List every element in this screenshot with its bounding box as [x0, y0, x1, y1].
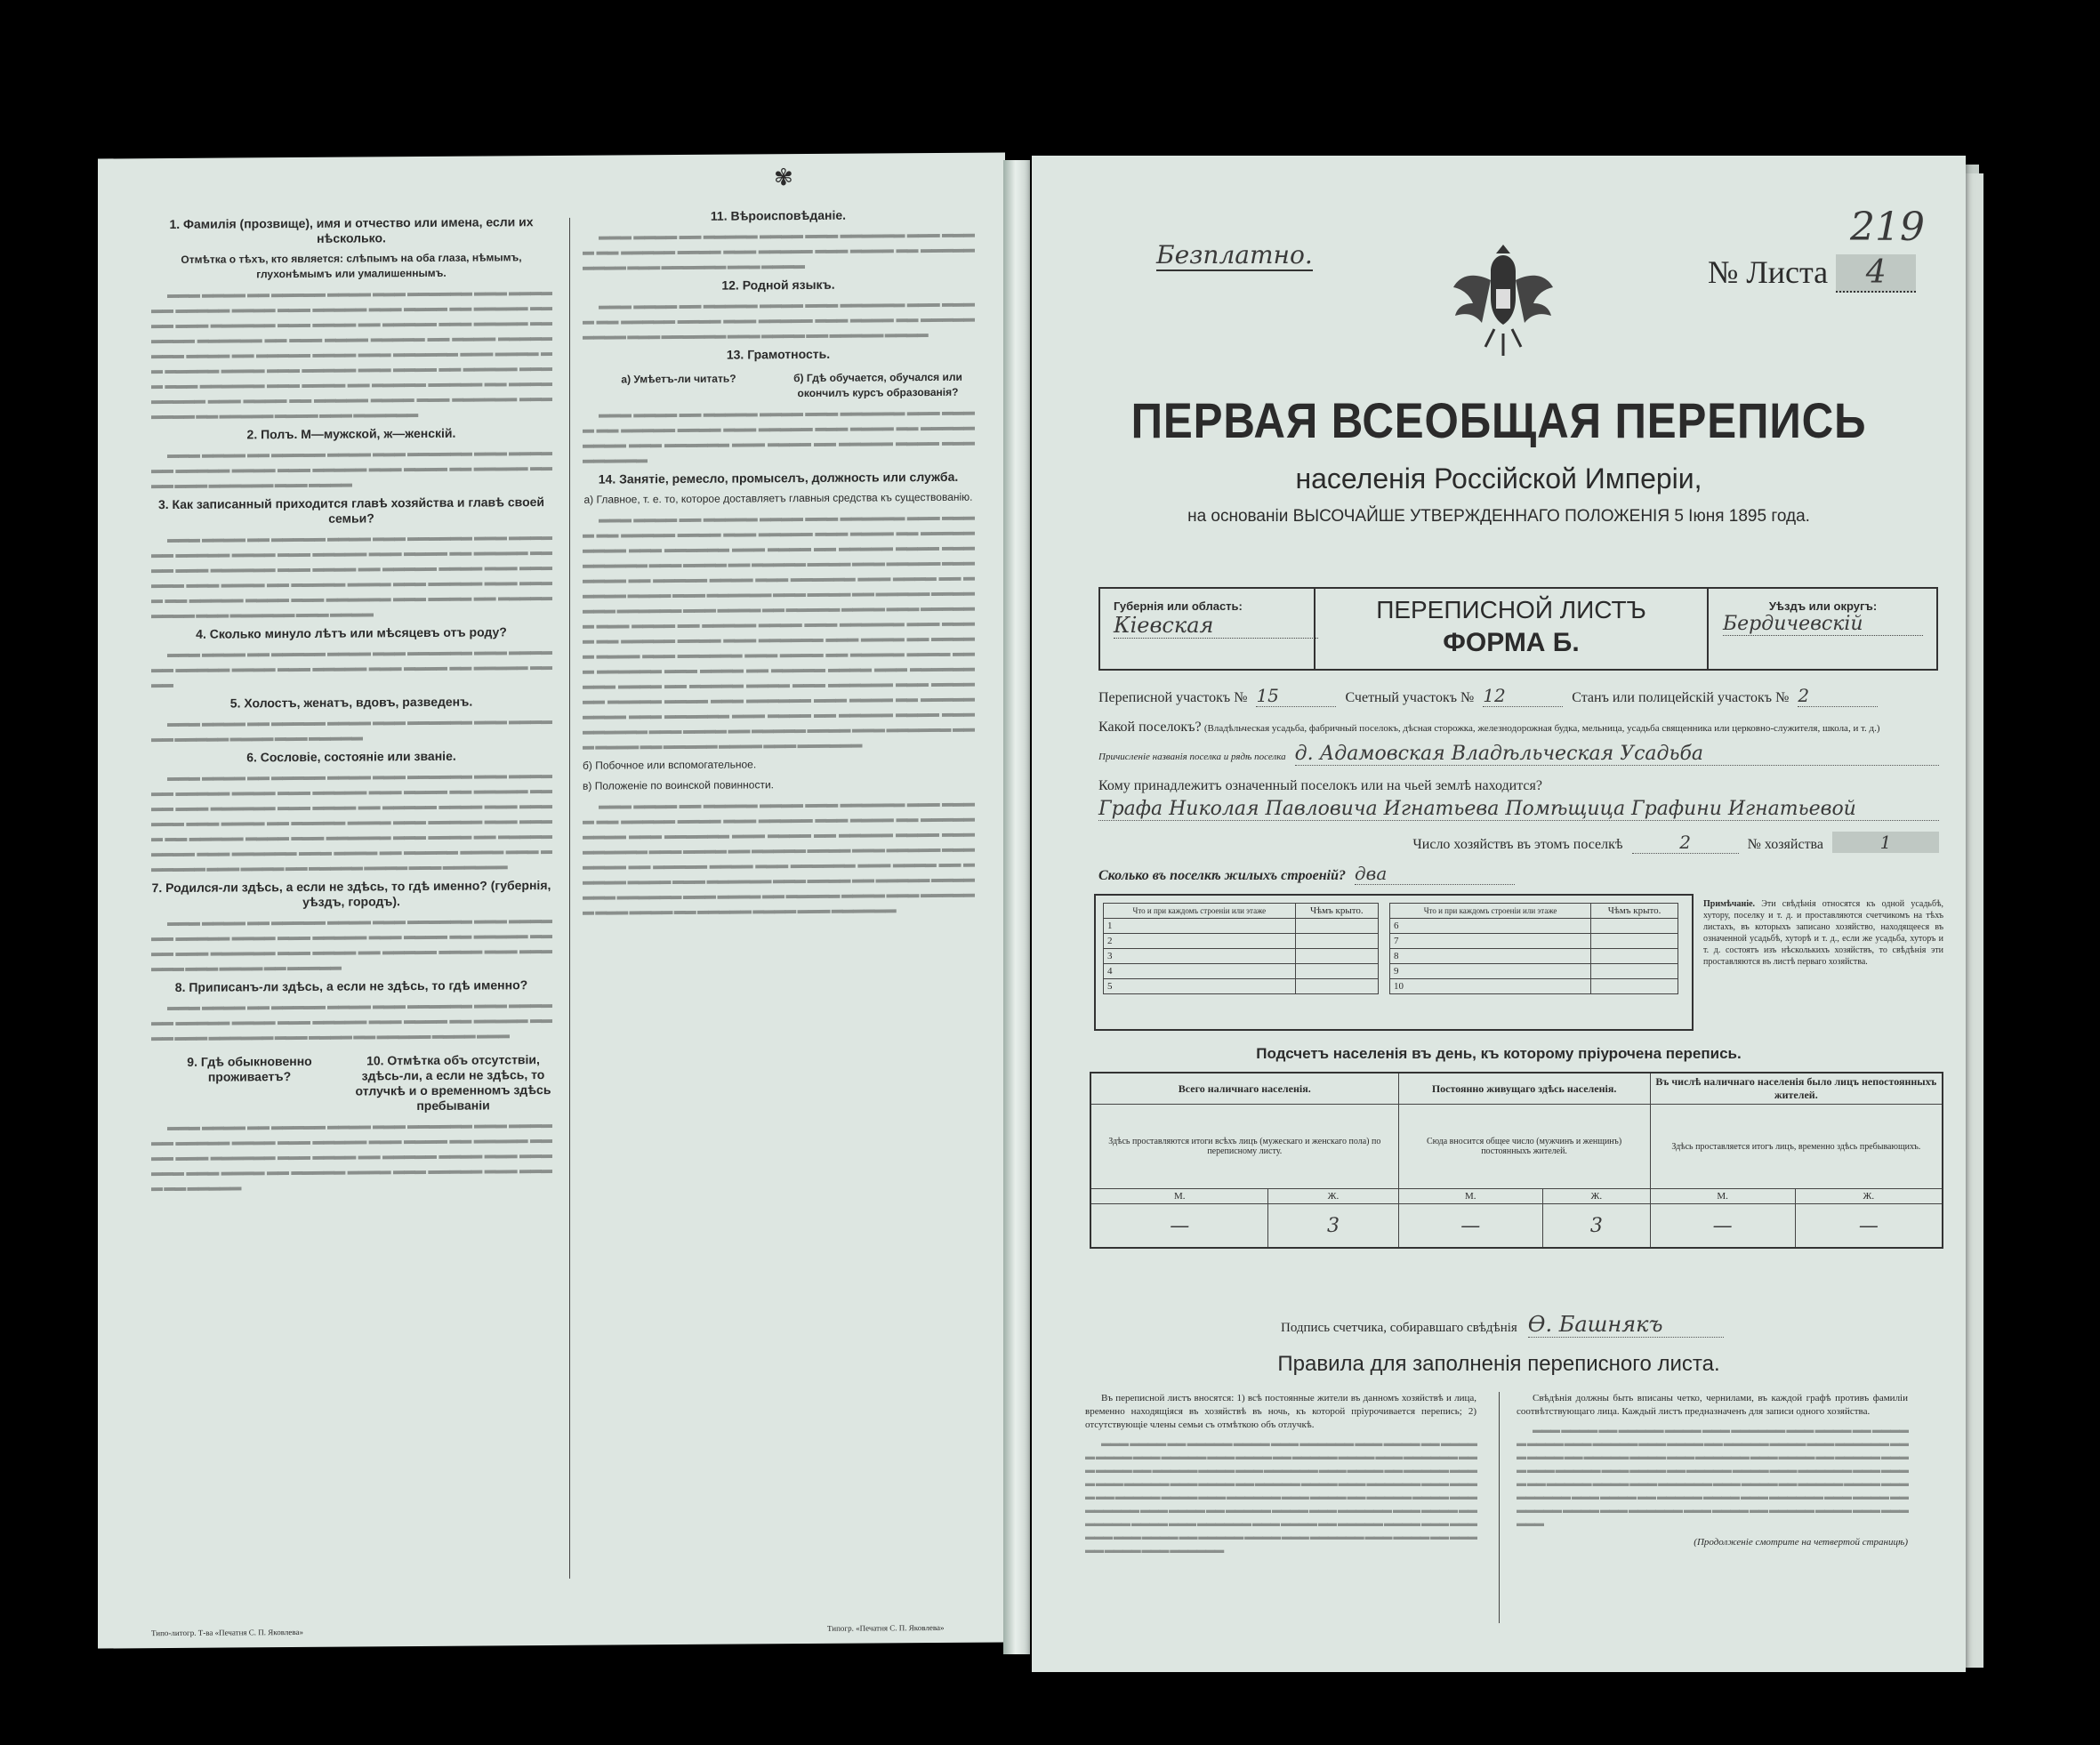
- question-14b: б) Побочное или вспомогательное.: [583, 758, 757, 772]
- zh-label: Ж.: [1795, 1189, 1943, 1204]
- question-14: 14. Занятіе, ремесло, промыселъ, должность или служба.: [598, 469, 959, 487]
- poselok-hint: (Владѣльческая усадьба, фабричный поселокъ, дѣсная сторожка, железнодорожная будка, мельница, усадьба священника или церковно-служителя, школа, и т. д.): [1203, 723, 1880, 734]
- buildings-table-right: [1389, 903, 1678, 994]
- summary-col2-desc: Сюда вносится общее число (мужчинъ и женщинъ) постоянныхъ жителей.: [1398, 1105, 1650, 1189]
- poselok-name-hint: Причисленіе названія поселка и рядѣ поселка: [1098, 752, 1286, 762]
- text-block: ▬▬▬ ▬▬▬▬ ▬▬ ▬▬▬▬▬ ▬▬▬▬ ▬▬▬ ▬▬▬▬▬▬ ▬▬▬ ▬▬▬▬ ▬▬ ▬▬▬▬▬ ▬▬▬▬ ▬▬▬ ▬▬▬▬▬ ▬▬▬ ▬▬▬▬ ▬▬ ▬▬▬▬▬ ▬▬▬▬ ▬▬▬ ▬▬▬▬▬▬ ▬▬▬ ▬▬▬▬ ▬▬ ▬▬▬▬▬ ▬▬▬ ▬▬▬▬▬ ▬▬ ▬▬▬▬ ▬▬▬▬▬▬ ▬▬ ▬▬▬ ▬▬▬▬ ▬▬▬▬▬ ▬▬ ▬▬▬▬ ▬▬▬▬▬ ▬▬▬ ▬▬▬▬ ▬▬ ▬▬▬▬▬ ▬▬▬▬ ▬▬▬ ▬▬▬▬▬▬ ▬▬▬ ▬▬▬▬ ▬▬ ▬▬▬▬▬ ▬▬▬▬ ▬▬▬ ▬▬▬▬▬ ▬▬▬ ▬▬▬▬ ▬▬ ▬▬▬▬▬ ▬▬▬▬ ▬▬▬ ▬▬▬▬▬▬ ▬▬▬ ▬▬▬▬ ▬▬ ▬▬▬▬▬ ▬▬▬▬▬ ▬▬ ▬▬▬▬ ▬▬▬▬▬ ▬▬▬ ▬▬▬▬ ▬▬ ▬▬▬▬▬ ▬▬▬▬ ▬▬▬ ▬▬▬▬▬▬ ▬▬▬ ▬▬▬▬ ▬▬ ▬▬▬▬▬ ▬▬▬▬ ▬▬▬ ▬▬▬▬▬▬: [151, 285, 551, 422]
- question-14c: в) Положеніе по воинской повинности.: [583, 778, 774, 792]
- bld-row-value: [1295, 934, 1378, 949]
- guberniya-label: Губернія или область:: [1114, 599, 1243, 613]
- summary-value: —: [1090, 1204, 1268, 1249]
- question-7: 7. Родился-ли здѣсь, а если не здѣсь, то гдѣ именно? (губернія, уѣздъ, городъ).: [151, 878, 551, 909]
- bld-row-value: [1295, 964, 1378, 979]
- bld-row-number: 4: [1104, 964, 1296, 979]
- sheet-number-handwritten: 219: [1850, 205, 1925, 250]
- summary-table: [1090, 1072, 1943, 1249]
- question-14a: а) Главное, т. е. то, которое доставляетъ главныя средства къ существованію.: [583, 490, 973, 506]
- schetny-value: 12: [1483, 685, 1563, 707]
- left-footer-2: Типогр. «Печатня С. П. Яковлева»: [827, 1622, 945, 1633]
- text-block: ▬▬▬ ▬▬▬▬ ▬▬ ▬▬▬▬▬ ▬▬▬▬ ▬▬▬ ▬▬▬▬▬▬ ▬▬▬ ▬▬▬▬ ▬▬ ▬▬▬▬▬ ▬▬▬▬ ▬▬▬ ▬▬▬▬▬ ▬▬▬ ▬▬▬▬ ▬▬ ▬▬▬▬▬ ▬▬▬▬ ▬▬▬ ▬▬▬▬▬▬ ▬▬▬ ▬▬▬▬: [151, 445, 551, 492]
- text-block: ▬▬▬ ▬▬▬▬ ▬▬ ▬▬▬▬▬ ▬▬▬▬ ▬▬▬ ▬▬▬▬▬▬ ▬▬▬ ▬▬▬▬ ▬▬ ▬▬▬▬▬ ▬▬▬▬ ▬▬▬ ▬▬▬▬▬ ▬▬▬ ▬▬▬▬ ▬▬ ▬▬▬▬▬ ▬▬▬▬ ▬▬▬ ▬▬▬▬▬▬ ▬▬▬ ▬▬▬▬ ▬▬ ▬▬▬▬▬ ▬▬▬▬ ▬▬▬ ▬▬▬▬▬▬ ▬▬▬ ▬▬▬▬ ▬▬ ▬▬▬▬▬ ▬▬▬▬ ▬▬▬ ▬▬▬▬▬ ▬▬▬ ▬▬▬▬ ▬▬ ▬▬▬▬▬ ▬▬▬▬ ▬▬▬ ▬▬▬▬▬▬ ▬▬▬ ▬▬▬▬ ▬▬ ▬▬▬▬▬ ▬▬▬▬ ▬▬▬ ▬▬▬▬▬▬ ▬▬▬ ▬▬▬▬: [151, 529, 551, 622]
- bld-row-number: 10: [1390, 979, 1591, 994]
- form-header-box: [1098, 587, 1938, 671]
- signature-line: [1281, 1312, 1724, 1338]
- sheet-number-label: № Листа: [1708, 254, 1829, 290]
- guberniya-field: [1114, 599, 1318, 639]
- bld-col2-header: Чѣмъ крыто.: [1591, 904, 1678, 919]
- left-column-1: [151, 209, 551, 1200]
- bld-col1-header: Что и при каждомъ строеніи или этаже: [1104, 904, 1296, 919]
- bld-col2-header: Чѣмъ крыто.: [1295, 904, 1378, 919]
- question-1-note: Отмѣтка о тѣхъ, кто является: слѣпымъ на оба глаза, нѣмымъ, глухонѣмымъ или умалишеннымъ.: [181, 251, 522, 281]
- uchastok-value: 15: [1256, 685, 1336, 707]
- buildings-label: Сколько въ поселкѣ жилыхъ строеній?: [1098, 868, 1346, 883]
- question-9: 9. Гдѣ обыкновенно проживаетъ?: [187, 1053, 312, 1084]
- text-block: ▬▬▬ ▬▬▬▬ ▬▬ ▬▬▬▬▬ ▬▬▬▬ ▬▬▬ ▬▬▬▬▬▬ ▬▬▬ ▬▬▬▬ ▬▬ ▬▬▬▬▬ ▬▬▬▬ ▬▬▬ ▬▬▬▬▬ ▬▬▬ ▬▬▬▬ ▬▬ ▬▬▬▬▬ ▬▬▬▬ ▬▬▬ ▬▬▬▬▬▬ ▬▬▬ ▬▬▬▬ ▬▬ ▬▬▬▬▬ ▬▬▬▬ ▬▬▬ ▬▬▬▬▬▬ ▬▬▬ ▬▬▬▬ ▬▬ ▬▬▬▬▬ ▬▬▬▬ ▬▬▬ ▬▬▬▬▬ ▬▬▬ ▬▬▬▬ ▬▬ ▬▬▬▬▬ ▬▬▬▬ ▬▬▬ ▬▬▬▬▬▬ ▬▬▬ ▬▬▬▬ ▬▬ ▬▬▬▬▬ ▬▬▬▬ ▬▬▬ ▬▬▬▬▬▬ ▬▬▬ ▬▬▬▬ ▬▬ ▬▬▬▬▬ ▬▬▬▬ ▬▬▬ ▬▬▬▬▬▬ ▬▬▬ ▬▬▬▬ ▬▬ ▬▬▬▬▬ ▬▬▬▬ ▬▬▬ ▬▬▬▬▬▬ ▬▬▬ ▬▬▬▬ ▬▬ ▬▬▬▬▬ ▬▬▬▬ ▬▬▬ ▬▬▬▬▬▬ ▬▬▬ ▬▬▬▬ ▬▬ ▬▬▬▬▬ ▬▬▬▬ ▬▬▬ ▬▬▬▬▬▬ ▬▬▬ ▬▬▬▬ ▬▬ ▬▬▬▬▬ ▬▬▬▬ ▬▬▬ ▬▬▬▬▬▬ ▬▬▬ ▬▬▬▬ ▬▬ ▬▬▬▬▬ ▬▬▬▬ ▬▬▬ ▬▬▬▬▬▬ ▬▬▬ ▬▬▬▬ ▬▬ ▬▬▬▬▬ ▬▬▬▬ ▬▬▬ ▬▬▬▬▬▬ ▬▬▬ ▬▬▬▬ ▬▬ ▬▬▬▬▬ ▬▬▬▬ ▬▬▬ ▬▬▬▬▬▬ ▬▬▬ ▬▬▬▬ ▬▬ ▬▬▬▬▬ ▬▬▬▬ ▬▬▬ ▬▬▬▬▬▬ ▬▬▬ ▬▬▬▬ ▬▬ ▬▬▬▬▬ ▬▬▬▬ ▬▬▬ ▬▬▬▬▬▬ ▬▬▬ ▬▬▬▬ ▬▬ ▬▬▬▬▬ ▬▬▬▬ ▬▬▬ ▬▬▬▬▬▬ ▬▬▬ ▬▬▬▬ ▬▬ ▬▬▬▬▬ ▬▬▬▬ ▬▬▬ ▬▬▬▬▬▬ ▬▬▬ ▬▬▬▬ ▬▬ ▬▬▬▬▬ ▬▬▬▬ ▬▬▬ ▬▬▬▬▬▬: [583, 509, 974, 752]
- guberniya-value: Кіевская: [1114, 613, 1318, 639]
- bld-row-value: [1591, 949, 1678, 964]
- zh-label: Ж.: [1543, 1189, 1651, 1204]
- left-column-2: [583, 202, 974, 924]
- column-divider: [569, 218, 570, 1579]
- bld-row-value: [1591, 964, 1678, 979]
- m-label: М.: [1090, 1189, 1268, 1204]
- bld-row-value: [1591, 934, 1678, 949]
- buildings-value: два: [1355, 863, 1515, 885]
- text-block: ▬▬▬ ▬▬▬▬ ▬▬ ▬▬▬▬▬ ▬▬▬▬ ▬▬▬ ▬▬▬▬▬▬ ▬▬▬ ▬▬▬▬ ▬▬ ▬▬▬▬▬ ▬▬▬▬ ▬▬▬ ▬▬▬▬▬ ▬▬▬ ▬▬▬▬ ▬▬ ▬▬▬▬▬ ▬▬▬▬ ▬▬▬ ▬▬▬▬▬▬ ▬▬▬ ▬▬▬▬ ▬▬ ▬▬▬▬▬ ▬▬▬▬ ▬▬▬ ▬▬▬▬▬▬ ▬▬▬ ▬▬▬▬ ▬▬ ▬▬▬▬▬ ▬▬▬▬ ▬▬▬ ▬▬▬▬▬ ▬▬▬ ▬▬▬▬ ▬▬ ▬▬▬▬▬ ▬▬▬▬ ▬▬▬ ▬▬▬▬▬▬ ▬▬▬ ▬▬▬▬ ▬▬ ▬▬▬▬▬ ▬▬▬▬ ▬▬▬ ▬▬▬▬▬▬ ▬▬▬ ▬▬▬▬ ▬▬ ▬▬▬▬▬ ▬▬▬▬ ▬▬▬ ▬▬▬▬▬▬ ▬▬▬ ▬▬▬▬ ▬▬ ▬▬▬▬▬ ▬▬▬▬ ▬▬▬ ▬▬▬▬▬▬ ▬▬▬ ▬▬▬▬ ▬▬ ▬▬▬▬▬ ▬▬▬▬ ▬▬▬ ▬▬▬▬▬▬ ▬▬▬ ▬▬▬▬ ▬▬ ▬▬▬▬▬ ▬▬▬▬ ▬▬▬ ▬▬▬▬▬▬: [1517, 1425, 1908, 1529]
- m-label: М.: [1398, 1189, 1543, 1204]
- stan-label: Станъ или полицейскій участокъ №: [1572, 690, 1790, 705]
- question-11: 11. Вѣроисповѣданіе.: [710, 207, 847, 223]
- bld-row-value: [1295, 919, 1378, 934]
- book-gutter: [1003, 160, 1030, 1654]
- eagle-emblem-icon: [1450, 236, 1557, 360]
- question-5: 5. Холостъ, женатъ, вдовъ, разведенъ.: [229, 694, 473, 711]
- households-value: 2: [1632, 832, 1739, 854]
- text-block: ▬▬▬ ▬▬▬▬ ▬▬ ▬▬▬▬▬ ▬▬▬▬ ▬▬▬ ▬▬▬▬▬▬ ▬▬▬ ▬▬▬▬ ▬▬ ▬▬▬▬▬ ▬▬▬▬ ▬▬▬ ▬▬▬▬▬ ▬▬▬ ▬▬▬▬ ▬▬ ▬▬▬▬▬ ▬▬▬▬: [151, 644, 551, 691]
- left-page: [98, 152, 1005, 1648]
- question-2: 2. Полъ. М—мужской, ж—женскій.: [246, 425, 456, 442]
- sheet-number-value: 4: [1836, 254, 1916, 293]
- bld-row-number: 9: [1390, 964, 1591, 979]
- rules-text-2: Свѣдѣнія должны быть вписаны четко, чернилами, въ каждой графѣ противъ фамиліи соотвѣтствующаго лица. Каждый листъ предназначенъ для записи одного хозяйства.: [1517, 1393, 1908, 1417]
- text-block: ▬▬▬ ▬▬▬▬ ▬▬ ▬▬▬▬▬ ▬▬▬▬ ▬▬▬ ▬▬▬▬▬▬ ▬▬▬ ▬▬▬▬ ▬▬ ▬▬▬▬▬ ▬▬▬▬ ▬▬▬ ▬▬▬▬▬ ▬▬▬ ▬▬▬▬ ▬▬ ▬▬▬▬▬ ▬▬▬▬ ▬▬▬ ▬▬▬▬▬▬ ▬▬▬ ▬▬▬▬ ▬▬ ▬▬▬▬▬ ▬▬▬▬ ▬▬▬ ▬▬▬▬▬▬ ▬▬▬ ▬▬▬▬ ▬▬ ▬▬▬▬▬ ▬▬▬▬ ▬▬▬ ▬▬▬▬▬ ▬▬▬ ▬▬▬▬ ▬▬ ▬▬▬▬▬ ▬▬▬▬ ▬▬▬ ▬▬▬▬▬▬ ▬▬▬ ▬▬▬▬ ▬▬ ▬▬▬▬▬ ▬▬▬▬ ▬▬▬ ▬▬▬▬▬▬ ▬▬▬ ▬▬▬▬ ▬▬ ▬▬▬▬▬ ▬▬▬▬ ▬▬▬ ▬▬▬▬▬▬ ▬▬▬ ▬▬▬▬ ▬▬ ▬▬▬▬▬ ▬▬▬▬ ▬▬▬ ▬▬▬▬▬▬ ▬▬▬ ▬▬▬▬ ▬▬ ▬▬▬▬▬ ▬▬▬▬ ▬▬▬ ▬▬▬▬▬▬: [583, 795, 974, 918]
- question-3: 3. Как записанный приходится главѣ хозяйства и главѣ своей семьи?: [157, 495, 545, 526]
- schetny-label: Счетный участокъ №: [1345, 690, 1475, 705]
- summary-value: 3: [1268, 1204, 1398, 1249]
- question-6: 6. Сословіе, состояніе или званіе.: [246, 748, 456, 765]
- uezd-value: Бердичевскій: [1723, 613, 1923, 636]
- rules-column-2: [1517, 1392, 1908, 1555]
- question-4: 4. Сколько минуло лѣтъ или мѣсяцевъ отъ роду?: [196, 624, 507, 641]
- summary-col2-header: Постоянно живущаго здѣсь населенія.: [1398, 1073, 1650, 1105]
- sheet-number-field: [1708, 253, 1916, 293]
- summary-value: —: [1795, 1204, 1943, 1249]
- bld-row-number: 1: [1104, 919, 1296, 934]
- bld-row-number: 2: [1104, 934, 1296, 949]
- summary-title: Подсчетъ населенія въ день, къ которому пріурочена перепись.: [1256, 1045, 1742, 1062]
- owner-label: Кому принадлежитъ означенный поселокъ или на чьей землѣ находится?: [1098, 778, 1542, 793]
- form-name: ФОРМА Б.: [1443, 628, 1580, 657]
- ornament-icon: ✾: [774, 165, 793, 191]
- summary-value: —: [1398, 1204, 1543, 1249]
- remark-title: Примѣчаніе.: [1703, 899, 1756, 909]
- bld-row-number: 5: [1104, 979, 1296, 994]
- summary-col3-header: Въ числѣ наличнаго населенія было лицъ непостоянныхъ жителей.: [1650, 1073, 1943, 1105]
- signature-label: Подпись счетчика, собиравшаго свѣдѣнія: [1281, 1321, 1517, 1335]
- owner-value: Графа Николая Павловича Игнатьева Помѣщица Графини Игнатьевой: [1098, 798, 1939, 821]
- uchastok-label: Переписной участокъ №: [1098, 690, 1248, 705]
- signature-value: Ѳ. Башнякъ: [1528, 1312, 1724, 1338]
- stan-value: 2: [1798, 685, 1878, 707]
- bld-row-number: 8: [1390, 949, 1591, 964]
- question-1: 1. Фамилія (прозвище), имя и отчество или имена, если их нѣсколько.: [169, 214, 534, 245]
- summary-col3-desc: Здѣсь проставляется итогъ лицъ, временно здѣсь пребывающихъ.: [1650, 1105, 1943, 1189]
- census-subtitle: населенія Россійской Имперіи,: [1295, 462, 1702, 495]
- question-12: 12. Родной языкъ.: [721, 277, 835, 293]
- text-block: ▬▬▬ ▬▬▬▬ ▬▬ ▬▬▬▬▬ ▬▬▬▬ ▬▬▬ ▬▬▬▬▬▬ ▬▬▬ ▬▬▬▬ ▬▬ ▬▬▬▬▬ ▬▬▬▬ ▬▬▬ ▬▬▬▬▬ ▬▬▬ ▬▬▬▬ ▬▬ ▬▬▬▬▬ ▬▬▬▬ ▬▬▬ ▬▬▬▬▬▬ ▬▬▬ ▬▬▬▬ ▬▬ ▬▬▬▬▬ ▬▬▬▬ ▬▬▬: [151, 997, 551, 1044]
- text-block: ▬▬▬ ▬▬▬▬ ▬▬ ▬▬▬▬▬ ▬▬▬▬ ▬▬▬ ▬▬▬▬▬▬ ▬▬▬ ▬▬▬▬ ▬▬ ▬▬▬▬▬ ▬▬▬▬ ▬▬▬ ▬▬▬▬▬ ▬▬▬ ▬▬▬▬ ▬▬ ▬▬▬▬▬ ▬▬▬▬ ▬▬▬ ▬▬▬▬▬▬ ▬▬▬ ▬▬▬▬: [583, 226, 974, 273]
- uezd-field: [1723, 599, 1923, 636]
- bld-row-value: [1591, 919, 1678, 934]
- summary-value: —: [1650, 1204, 1795, 1249]
- rules-text-1: Въ переписной листъ вносятся: 1) всѣ постоянные жители въ данномъ хозяйствѣ и лица, временно находящіяся въ хозяйствѣ въ ночь, къ которой пріурочивается перепись; 2) отсутствующіе члены семьи съ отмѣткою объ отлучкѣ.: [1085, 1393, 1476, 1430]
- census-title: ПЕРВАЯ ВСЕОБЩАЯ ПЕРЕПИСЬ: [1130, 392, 1867, 448]
- bld-row-number: 7: [1390, 934, 1591, 949]
- uezd-label: Уѣздъ или округъ:: [1768, 599, 1878, 613]
- households-label: Число хозяйствъ въ этомъ поселкѣ: [1412, 837, 1623, 852]
- household-no-label: № хозяйства: [1747, 837, 1823, 852]
- text-block: ▬▬▬ ▬▬▬▬ ▬▬ ▬▬▬▬▬ ▬▬▬▬ ▬▬▬ ▬▬▬▬▬▬ ▬▬▬ ▬▬▬▬ ▬▬ ▬▬▬▬▬ ▬▬▬▬ ▬▬▬ ▬▬▬▬▬ ▬▬▬ ▬▬▬▬ ▬▬ ▬▬▬▬▬ ▬▬▬▬ ▬▬▬ ▬▬▬▬▬▬ ▬▬▬ ▬▬▬▬ ▬▬ ▬▬▬▬▬ ▬▬▬▬ ▬▬▬ ▬▬▬▬▬▬ ▬▬▬ ▬▬▬▬ ▬▬ ▬▬▬▬▬: [151, 913, 551, 975]
- question-13: 13. Грамотность.: [726, 346, 831, 362]
- free-label: Безплатно.: [1156, 240, 1313, 269]
- census-basis: на основаніи ВЫСОЧАЙШЕ УТВЕРЖДЕННАГО ПОЛОЖЕНІЯ 5 Іюня 1895 года.: [1187, 507, 1810, 526]
- buildings-table-box: [1094, 894, 1694, 1031]
- summary-value: 3: [1543, 1204, 1651, 1249]
- text-block: ▬▬▬ ▬▬▬▬ ▬▬ ▬▬▬▬▬ ▬▬▬▬ ▬▬▬ ▬▬▬▬▬▬ ▬▬▬ ▬▬▬▬ ▬▬ ▬▬▬▬▬ ▬▬▬▬ ▬▬▬ ▬▬▬▬▬ ▬▬▬ ▬▬▬▬ ▬▬ ▬▬▬▬▬ ▬▬▬▬ ▬▬▬ ▬▬▬▬▬▬ ▬▬▬ ▬▬▬▬ ▬▬ ▬▬▬▬▬ ▬▬▬▬ ▬▬▬ ▬▬▬▬▬▬ ▬▬▬ ▬▬▬▬ ▬▬ ▬▬▬▬▬ ▬▬▬▬ ▬▬▬ ▬▬▬▬▬ ▬▬▬ ▬▬▬▬ ▬▬ ▬▬▬▬▬ ▬▬▬▬ ▬▬▬ ▬▬▬▬▬▬ ▬▬▬ ▬▬▬▬ ▬▬ ▬▬▬▬▬ ▬▬▬▬ ▬▬▬ ▬▬▬▬▬▬ ▬▬▬ ▬▬▬▬ ▬▬ ▬▬▬▬▬ ▬▬▬▬ ▬▬▬ ▬▬▬▬▬▬ ▬▬▬ ▬▬▬▬ ▬▬ ▬▬▬▬▬ ▬▬▬▬ ▬▬▬ ▬▬▬▬▬▬ ▬▬▬ ▬▬▬▬ ▬▬ ▬▬▬▬▬ ▬▬▬▬ ▬▬▬ ▬▬▬▬▬▬ ▬▬▬ ▬▬▬▬ ▬▬ ▬▬▬▬▬ ▬▬▬▬ ▬▬▬ ▬▬▬▬▬▬ ▬▬▬ ▬▬▬▬ ▬▬ ▬▬▬▬▬ ▬▬▬▬ ▬▬▬ ▬▬▬▬▬▬ ▬▬▬ ▬▬▬▬ ▬▬ ▬▬▬▬▬ ▬▬▬▬ ▬▬▬ ▬▬▬▬▬▬: [1085, 1438, 1476, 1556]
- form-title-block: [1314, 589, 1709, 669]
- continue-note: (Продолженіе смотрите на четвертой страницѣ): [1694, 1537, 1908, 1548]
- text-block: ▬▬▬ ▬▬▬▬ ▬▬ ▬▬▬▬▬ ▬▬▬▬ ▬▬▬ ▬▬▬▬▬▬ ▬▬▬ ▬▬▬▬ ▬▬ ▬▬▬▬▬ ▬▬▬▬ ▬▬▬ ▬▬▬▬▬ ▬▬▬ ▬▬▬▬ ▬▬ ▬▬▬▬▬ ▬▬▬▬ ▬▬▬ ▬▬▬▬▬▬ ▬▬▬ ▬▬▬▬ ▬▬ ▬▬▬▬▬ ▬▬▬▬ ▬▬▬ ▬▬▬▬▬▬ ▬▬▬ ▬▬▬▬ ▬▬ ▬▬▬▬▬ ▬▬▬▬ ▬▬▬ ▬▬▬▬▬ ▬▬▬ ▬▬▬▬ ▬▬ ▬▬▬▬▬: [151, 1117, 551, 1194]
- rules-column-1: [1085, 1392, 1476, 1563]
- question-8: 8. Приписанъ-ли здѣсь, а если не здѣсь, то гдѣ именно?: [174, 977, 528, 994]
- location-lines: [1098, 685, 1939, 885]
- left-footer-1: Типо-литогр. Т-ва «Печатня С. П. Яковлева»: [151, 1627, 303, 1638]
- text-block: ▬▬▬ ▬▬▬▬ ▬▬ ▬▬▬▬▬ ▬▬▬▬ ▬▬▬ ▬▬▬▬▬▬ ▬▬▬ ▬▬▬▬ ▬▬ ▬▬▬▬▬ ▬▬▬▬ ▬▬▬ ▬▬▬▬▬ ▬▬▬ ▬▬▬▬ ▬▬ ▬▬▬▬▬ ▬▬▬▬ ▬▬▬ ▬▬▬▬▬▬ ▬▬▬ ▬▬▬▬ ▬▬ ▬▬▬▬▬ ▬▬▬▬ ▬▬▬ ▬▬▬▬▬▬ ▬▬▬ ▬▬▬▬ ▬▬ ▬▬▬▬▬ ▬▬▬▬ ▬▬▬ ▬▬▬▬▬ ▬▬▬ ▬▬▬▬ ▬▬ ▬▬▬▬▬ ▬▬▬▬ ▬▬▬ ▬▬▬▬▬▬ ▬▬▬ ▬▬▬▬ ▬▬ ▬▬▬▬▬ ▬▬▬▬ ▬▬▬ ▬▬▬▬▬▬ ▬▬▬ ▬▬▬▬ ▬▬ ▬▬▬▬▬ ▬▬▬▬ ▬▬▬ ▬▬▬▬▬▬ ▬▬▬ ▬▬▬▬ ▬▬ ▬▬▬▬▬ ▬▬▬▬ ▬▬▬ ▬▬▬▬▬▬: [151, 768, 551, 875]
- bld-row-number: 3: [1104, 949, 1296, 964]
- rules-title: Правила для заполненія переписного листа.: [1277, 1352, 1720, 1376]
- question-13b: б) Гдѣ обучается, обучался или окончилъ курсъ образованія?: [793, 370, 962, 400]
- remark-text: Эти свѣдѣнія относятся къ одной усадьбѣ, хутору, поселку и т. д. и проставляются счетчикомъ на тѣхъ листахъ, въ которыхъ записано хозяйство, находящееся въ означенной усадьбѣ, хуторѣ и т. д., если же усадьба, хуторъ и т. д. состоятъ изъ нѣсколькихъ хозяйствъ, то свѣдѣнія эти проставляются въ листѣ перваго хозяйства.: [1703, 899, 1944, 967]
- household-no-value: 1: [1832, 832, 1939, 853]
- poselok-label: Какой поселокъ?: [1098, 720, 1202, 735]
- rules-divider: [1499, 1392, 1500, 1623]
- zh-label: Ж.: [1268, 1189, 1398, 1204]
- bld-row-number: 6: [1390, 919, 1591, 934]
- question-13a: а) Умѣетъ-ли читать?: [621, 372, 736, 386]
- bld-row-value: [1295, 979, 1378, 994]
- bld-col1-header: Что и при каждомъ строеніи или этаже: [1390, 904, 1591, 919]
- remark-block: [1703, 898, 1943, 968]
- summary-col1-header: Всего наличнаго населенія.: [1090, 1073, 1398, 1105]
- form-title: ПЕРЕПИСНОЙ ЛИСТЪ: [1376, 596, 1646, 623]
- right-page: [1032, 156, 1966, 1672]
- bld-row-value: [1295, 949, 1378, 964]
- summary-col1-desc: Здѣсь проставляются итоги всѣхъ лицъ (мужескаго и женскаго пола) по переписному листу.: [1090, 1105, 1398, 1189]
- poselok-value: д. Адамовская Владѣльческая Усадьба: [1295, 743, 1939, 766]
- question-10: 10. Отмѣтка объ отсутствіи, здѣсь-ли, а если не здѣсь, то отлучкѣ и о временномъ здѣсь пребываніи: [355, 1052, 551, 1114]
- text-block: ▬▬▬ ▬▬▬▬ ▬▬ ▬▬▬▬▬ ▬▬▬▬ ▬▬▬ ▬▬▬▬▬▬ ▬▬▬ ▬▬▬▬ ▬▬ ▬▬▬▬▬ ▬▬▬▬ ▬▬▬ ▬▬▬▬▬ ▬▬▬ ▬▬▬▬ ▬▬ ▬▬▬▬▬ ▬▬▬▬ ▬▬▬ ▬▬▬▬▬▬ ▬▬▬ ▬▬▬▬ ▬▬ ▬▬▬▬▬ ▬▬▬▬ ▬▬▬ ▬▬▬▬▬▬: [583, 404, 974, 466]
- text-block: ▬▬▬ ▬▬▬▬ ▬▬ ▬▬▬▬▬ ▬▬▬▬ ▬▬▬ ▬▬▬▬▬▬ ▬▬▬ ▬▬▬▬ ▬▬ ▬▬▬▬▬ ▬▬▬▬ ▬▬▬ ▬▬▬▬▬ ▬▬▬ ▬▬▬▬ ▬▬ ▬▬▬▬▬ ▬▬▬▬ ▬▬▬ ▬▬▬▬▬▬ ▬▬▬ ▬▬▬▬ ▬▬ ▬▬▬▬▬ ▬▬▬▬: [583, 295, 974, 342]
- bld-row-value: [1591, 979, 1678, 994]
- buildings-table-left: [1103, 903, 1379, 994]
- text-block: ▬▬▬ ▬▬▬▬ ▬▬ ▬▬▬▬▬ ▬▬▬▬ ▬▬▬ ▬▬▬▬▬▬ ▬▬▬ ▬▬▬▬ ▬▬ ▬▬▬▬▬ ▬▬▬▬ ▬▬▬ ▬▬▬▬▬: [151, 713, 551, 745]
- m-label: М.: [1650, 1189, 1795, 1204]
